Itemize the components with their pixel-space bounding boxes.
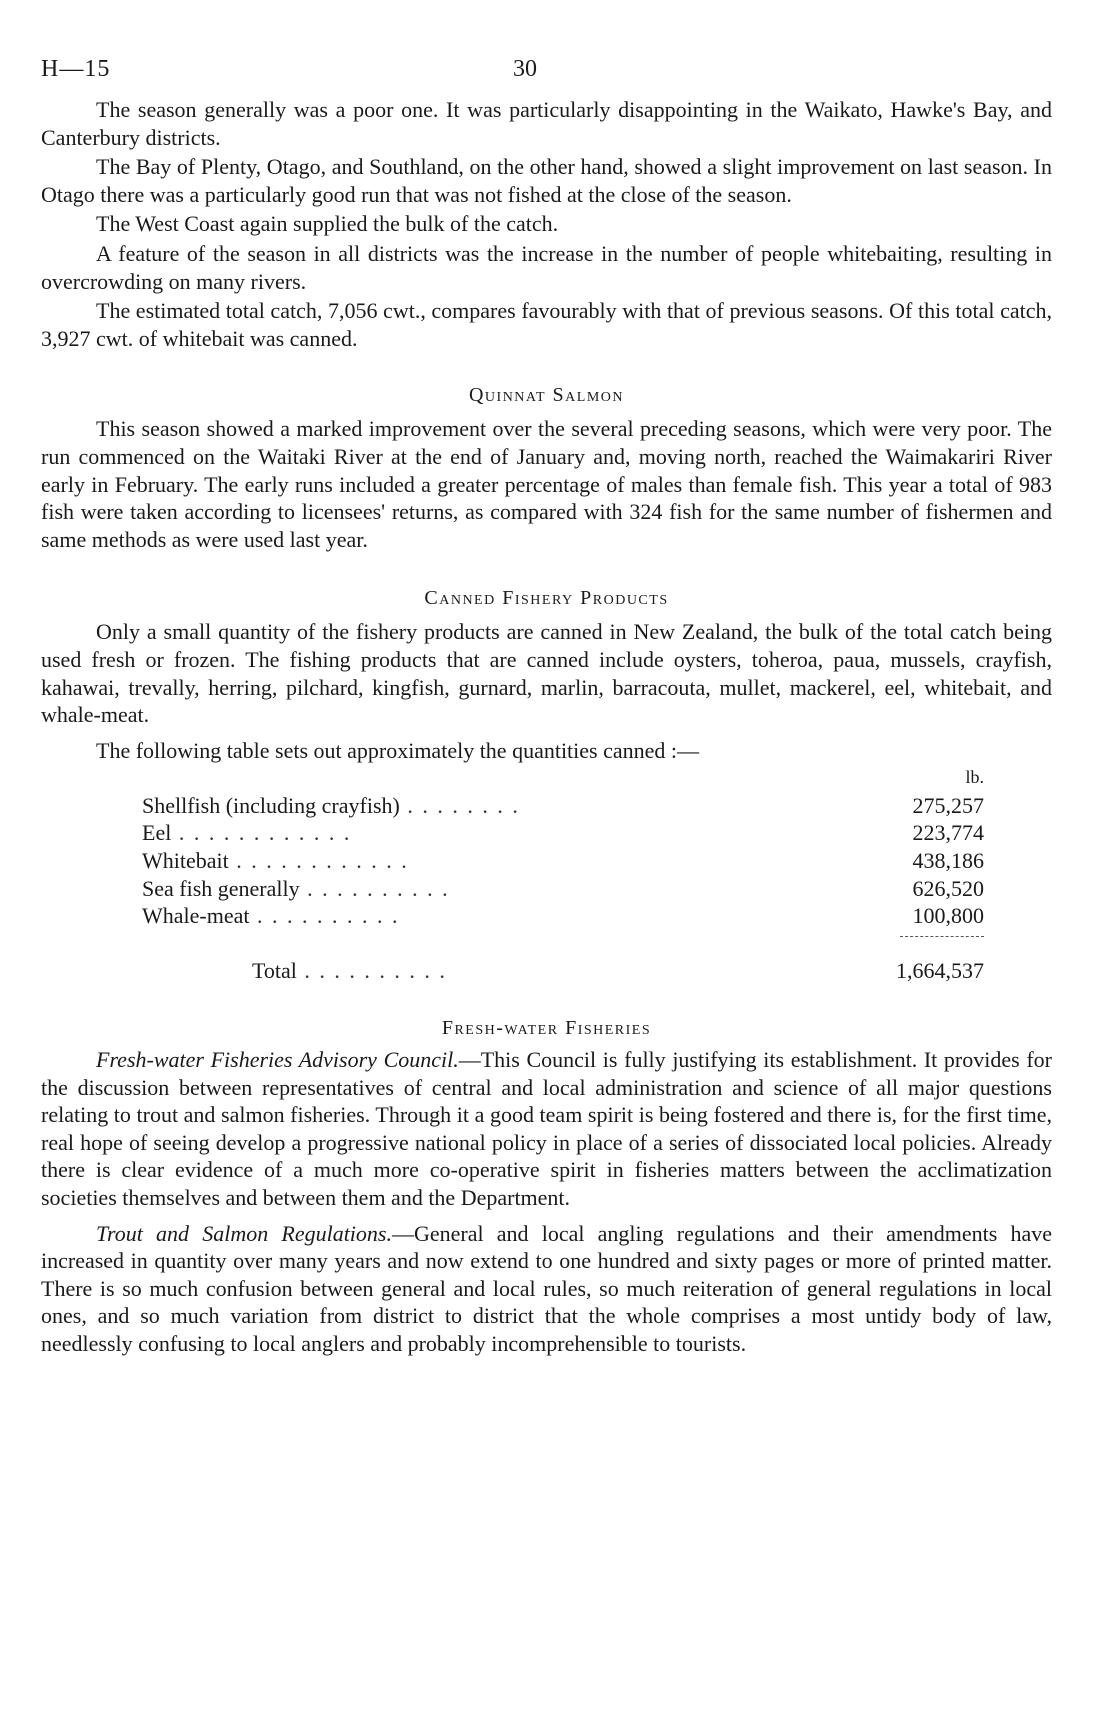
fresh-water-heading: Fresh-water Fisheries	[441, 1017, 652, 1040]
row-value: 275,257	[912, 792, 984, 818]
quinnat-salmon-paragraph: This season showed a marked improvement over the several preceding seasons, which were very poor. The run commenced on the Waitaki River at the end of January and, moving north, reached the Waimakariri River early in February. The early runs included a greater percentage of males than female fish. This year a total of 983 fish were taken according to licensees' returns, as compared with 324 fish for the same number of fishermen and same methods as were used last year.	[41, 416, 1052, 552]
total-divider	[900, 936, 984, 937]
table-total-row	[142, 957, 984, 985]
regulations-paragraph	[41, 1220, 1052, 1358]
row-label: Sea fish generally	[142, 875, 300, 901]
table-row	[142, 792, 984, 820]
advisory-council-paragraph	[41, 1046, 1052, 1212]
total-rule-row	[142, 930, 984, 958]
table-row	[142, 902, 984, 930]
fresh-water-section	[41, 1017, 1052, 1358]
regulations-title: Trout and Salmon Regulations.	[96, 1220, 392, 1246]
canned-products-section	[41, 587, 1052, 985]
quinnat-salmon-heading: Quinnat Salmon	[468, 384, 624, 407]
row-label: Eel	[142, 820, 172, 846]
quinnat-salmon-section	[41, 384, 1052, 553]
whitebait-section	[41, 96, 1052, 352]
row-value: 100,800	[912, 903, 984, 929]
canned-products-heading: Canned Fishery Products	[424, 587, 669, 610]
dot-leader: . . . . . . . . . . . .	[171, 820, 352, 846]
row-label: Whitebait	[142, 848, 229, 874]
table-row	[142, 847, 984, 875]
row-value: 223,774	[912, 820, 984, 846]
document-reference: H—15	[41, 56, 111, 82]
canned-table-intro: The following table sets out approximately the quantities canned :—	[96, 737, 700, 763]
unit-label: lb.	[965, 767, 984, 788]
regulations-text: —General and local angling regulations and their amendments have increased in quantity over many years and now extend to one hundred and sixty pages or more of printed matter. There is so much confusion between general and local rules, so much reiteration of general regulations in local ones, and so much variation from district to district that the whole comprises a most untidy body of law, needlessly confusing to local anglers and probably incomprehensible to tourists.	[41, 1220, 1052, 1356]
row-label: Shellfish (including crayfish)	[142, 792, 400, 818]
advisory-council-text: —This Council is fully justifying its establishment. It provides for the discussion between representatives of central and local administration and science of all major questions relating to trout and salmon fisheries. Through it a good team spirit is being fostered and there is, for the first time, real hope of seeing develop a progressive national policy in place of a series of dissociated local policies. Already there is clear evidence of a much more co-operative spirit in fisheries matters between the acclimatization societies themselves and between them and the Department.	[41, 1047, 1052, 1210]
whitebait-paragraph-2: The Bay of Plenty, Otago, and Southland, on the other hand, showed a slight improvement on last season. In Otago there was a particularly good run that was not fished at the close of the season.	[41, 154, 1052, 207]
total-value: 1,664,537	[896, 958, 984, 984]
table-row	[142, 819, 984, 847]
total-label: Total	[252, 958, 297, 984]
dot-leader: . . . . . . . . . .	[299, 875, 450, 901]
table-row	[142, 875, 984, 903]
dot-leader: . . . . . . . .	[399, 792, 520, 818]
whitebait-paragraph-5: The estimated total catch, 7,056 cwt., compares favourably with that of previous seasons. Of this total catch, 3,927 cwt. of whitebait was canned.	[41, 298, 1052, 351]
advisory-council-title: Fresh-water Fisheries Advisory Council.	[96, 1047, 459, 1073]
whitebait-paragraph-1: The season generally was a poor one. It was particularly disappointing in the Waikato, Hawke's Bay, and Canterbury districts.	[41, 97, 1052, 150]
dot-leader: . . . . . . . . . .	[249, 903, 400, 929]
row-value: 626,520	[912, 875, 984, 901]
page-number: 30	[513, 56, 537, 82]
row-label: Whale-meat	[142, 903, 250, 929]
dot-leader: . . . . . . . . . .	[296, 958, 447, 984]
whitebait-paragraph-3: The West Coast again supplied the bulk of the catch.	[96, 211, 559, 237]
whitebait-paragraph-4: A feature of the season in all districts was the increase in the number of people whitebaiting, resulting in overcrowding on many rivers.	[41, 240, 1052, 294]
page-header	[41, 50, 1052, 96]
canned-quantities-table	[142, 764, 984, 985]
dot-leader: . . . . . . . . . . . .	[228, 848, 409, 874]
document-page	[41, 50, 1052, 1358]
table-unit-row	[142, 764, 984, 792]
row-value: 438,186	[912, 848, 984, 874]
canned-products-paragraph: Only a small quantity of the fishery products are canned in New Zealand, the bulk of the total catch being used fresh or frozen. The fishing products that are canned include oysters, toheroa, paua, mussels, crayfish, kahawai, trevally, herring, pilchard, kingfish, gurnard, marlin, barracouta, mullet, mackerel, eel, whitebait, and whale-meat.	[41, 619, 1052, 728]
